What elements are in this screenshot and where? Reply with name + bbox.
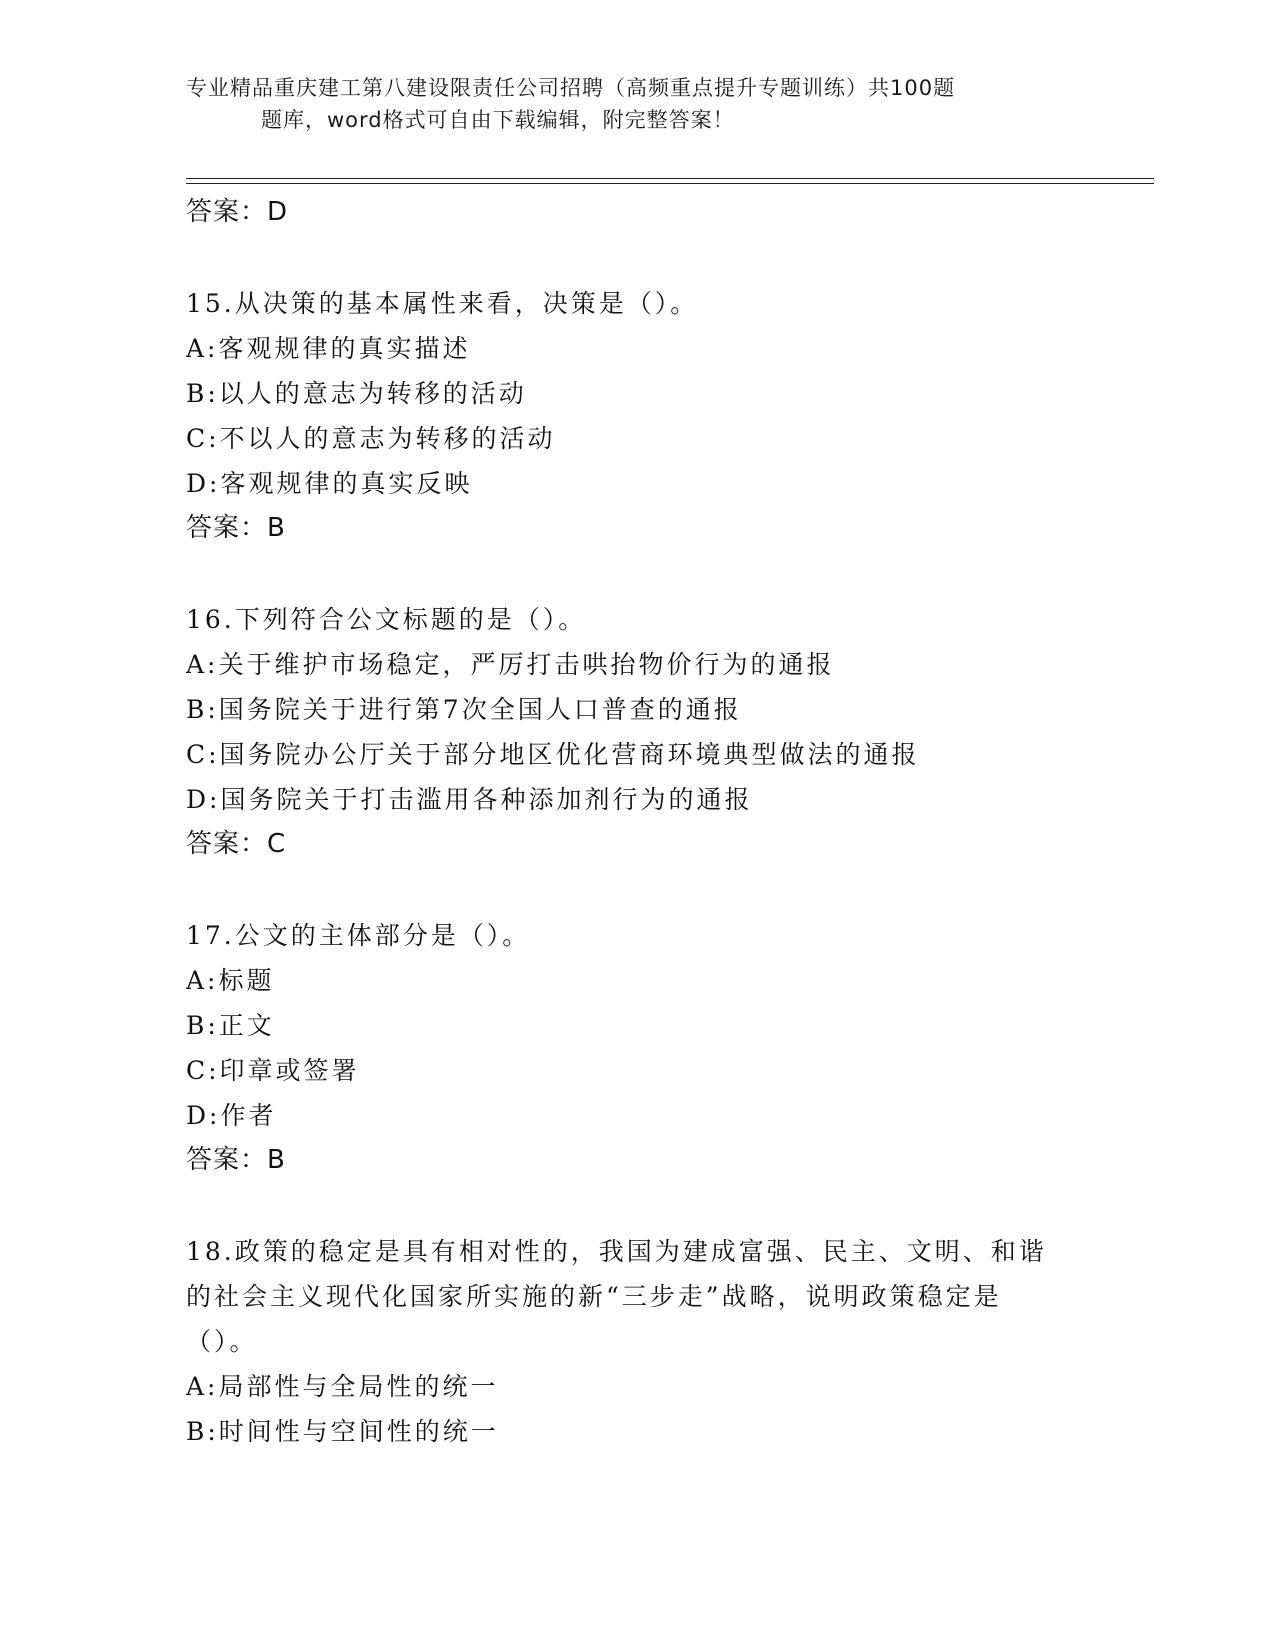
option-b: B:时间性与空间性的统一	[186, 1417, 499, 1446]
question-list	[186, 190, 1086, 1454]
question-text: 17.公文的主体部分是（）。	[186, 921, 531, 950]
header-rule-bottom	[186, 183, 1154, 184]
question-text-line-3: （）。	[186, 1327, 258, 1356]
question-text-line-1: 18.政策的稳定是具有相对性的，我国为建成富强、民主、文明、和谐	[186, 1237, 1047, 1266]
option-a: A:局部性与全局性的统一	[186, 1372, 499, 1401]
question-block-15	[186, 281, 1086, 551]
option-b: B:正文	[186, 1011, 275, 1040]
header-title-line-2: 题库，word格式可自由下载编辑，附完整答案！	[261, 108, 735, 132]
option-b: B:国务院关于进行第7次全国人口普查的通报	[186, 695, 742, 724]
spacer	[186, 551, 1086, 597]
option-c: C:不以人的意志为转移的活动	[186, 424, 556, 453]
option-a: A:关于维护市场稳定，严厉打击哄抬物价行为的通报	[186, 650, 835, 679]
spacer	[186, 867, 1086, 913]
spacer	[186, 1183, 1086, 1229]
option-d: D:客观规律的真实反映	[186, 469, 473, 498]
option-a: A:标题	[186, 966, 275, 995]
question-text: 15.从决策的基本属性来看，决策是（）。	[186, 289, 699, 318]
spacer	[186, 235, 1086, 281]
answer-line: 答案：D	[186, 197, 289, 227]
question-block-18	[186, 1229, 1086, 1454]
question-block-17	[186, 913, 1086, 1183]
document-header	[186, 72, 1066, 136]
question-text-line-2: 的社会主义现代化国家所实施的新“三步走”战略，说明政策稳定是	[186, 1282, 1002, 1311]
option-d: D:国务院关于打击滥用各种添加剂行为的通报	[186, 785, 753, 814]
option-b: B:以人的意志为转移的活动	[186, 379, 527, 408]
header-title-line-1: 专业精品重庆建工第八建设限责任公司招聘（高频重点提升专题训练）共100题	[186, 76, 956, 100]
answer-line: 答案：B	[186, 1145, 286, 1175]
option-c: C:国务院办公厅关于部分地区优化营商环境典型做法的通报	[186, 740, 920, 769]
option-c: C:印章或签署	[186, 1056, 360, 1085]
option-d: D:作者	[186, 1101, 277, 1130]
header-rule-top	[186, 178, 1154, 179]
option-a: A:客观规律的真实描述	[186, 334, 471, 363]
question-text: 16.下列符合公文标题的是（）。	[186, 605, 587, 634]
answer-line: 答案：B	[186, 513, 286, 543]
question-block-16	[186, 597, 1086, 867]
answer-line: 答案：C	[186, 829, 287, 859]
